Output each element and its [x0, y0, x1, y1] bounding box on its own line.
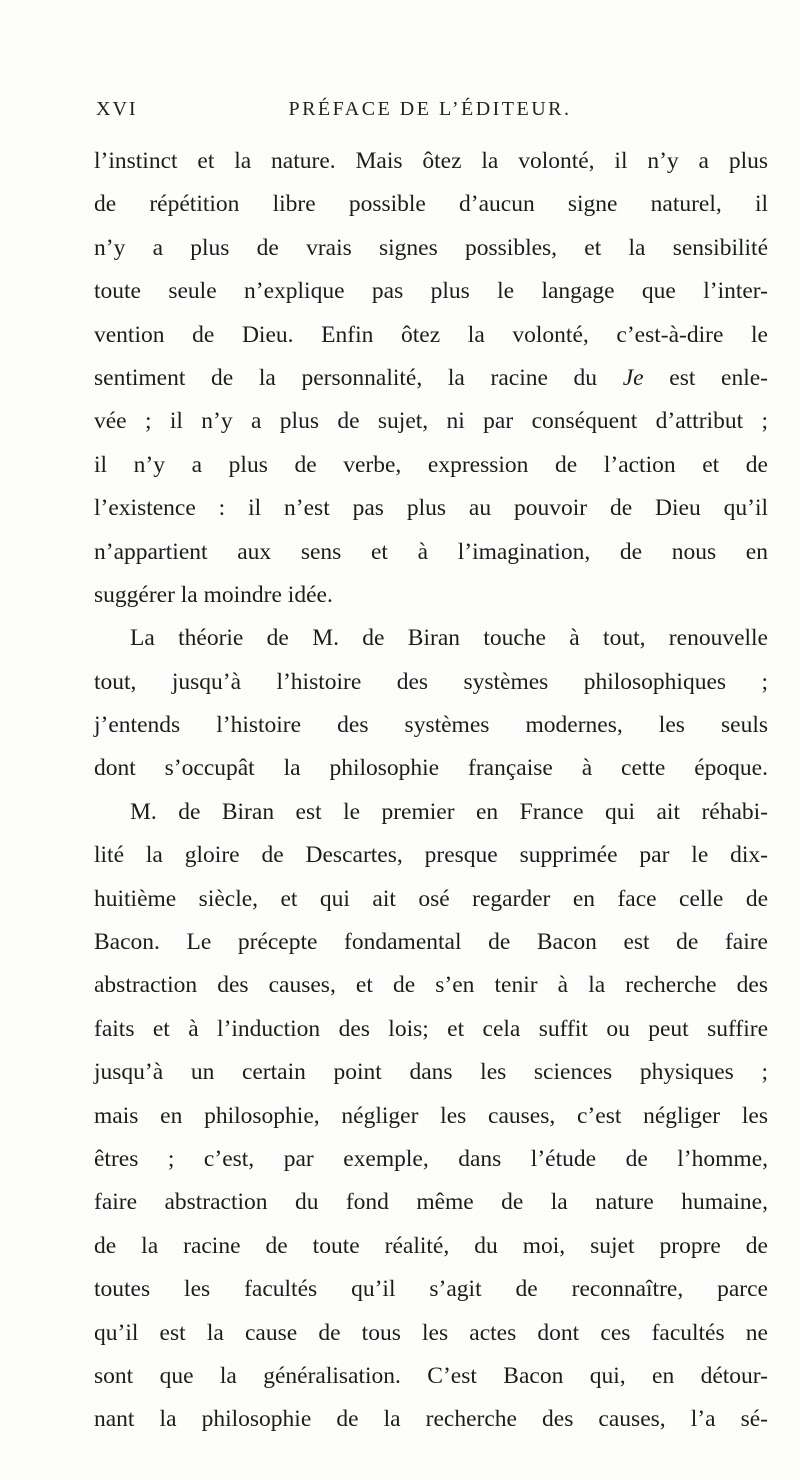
text-line: mais en philosophie, négliger les causes, c’est négliger les	[94, 1102, 768, 1129]
text-line: lité la gloire de Descartes, presque supprimée par le dix-	[94, 842, 768, 869]
text-line: l’instinct et la nature. Mais ôtez la volonté, il n’y a plus	[94, 148, 768, 174]
running-title: PRÉFACE DE L’ÉDITEUR.	[288, 98, 572, 120]
text-line: faire abstraction du fond même de la nature humaine,	[94, 1189, 768, 1216]
text-line: tout, jusqu’à l’histoire des systèmes philosophiques ;	[94, 668, 768, 695]
text-line: de la racine de toute réalité, du moi, sujet propre de	[94, 1232, 768, 1259]
text-line: suggérer la moindre idée.	[94, 581, 333, 608]
text-line: vention de Dieu. Enfin ôtez la volonté, c’est-à-dire le	[94, 321, 768, 348]
text-line: huitième siècle, et qui ait osé regarder en face celle de	[94, 885, 768, 912]
text-line: êtres ; c’est, par exemple, dans l’étude de l’homme,	[94, 1145, 768, 1172]
italic-word: Je	[622, 364, 644, 391]
text-line: qu’il est la cause de tous les actes dont ces facultés ne	[94, 1319, 768, 1346]
text-line: sentiment de la personnalité, la racine du Je est enle-	[94, 364, 769, 391]
text-line: Bacon. Le précepte fondamental de Bacon est de faire	[94, 929, 768, 956]
text-line: La théorie de M. de Biran touche à tout, renouvelle	[130, 625, 768, 652]
text-line: faits et à l’induction des lois; et cela suffit ou peut suffire	[94, 1015, 768, 1042]
text-line: toute seule n’explique pas plus le langage que l’inter-	[94, 278, 768, 305]
text-line: de répétition libre possible d’aucun signe naturel, il	[94, 191, 768, 218]
text-line: M. de Biran est le premier en France qui ait réhabi-	[130, 798, 768, 825]
text-line: n’y a plus de vrais signes possibles, et la sensibilité	[94, 234, 768, 261]
text-line: nant la philosophie de la recherche des causes, l’a sé-	[94, 1406, 768, 1433]
body-text	[94, 140, 768, 1442]
text-line: n’appartient aux sens et à l’imagination, de nous en	[94, 538, 768, 565]
text-line: dont s’occupât la philosophie française à cette époque.	[94, 755, 768, 782]
text-line: il n’y a plus de verbe, expression de l’action et de	[94, 451, 768, 478]
text-line: sont que la généralisation. C’est Bacon qui, en détour-	[94, 1362, 768, 1389]
page-number: XVI	[96, 98, 138, 120]
running-head	[96, 98, 764, 128]
text-line: j’entends l’histoire des systèmes modernes, les seuls	[94, 712, 768, 739]
text-line: l’existence : il n’est pas plus au pouvoir de Dieu qu’il	[94, 495, 768, 522]
text-line: jusqu’à un certain point dans les sciences physiques ;	[94, 1059, 768, 1086]
text-line: abstraction des causes, et de s’en tenir à la recherche des	[94, 972, 768, 999]
text-line: toutes les facultés qu’il s’agit de reconnaître, parce	[94, 1276, 768, 1303]
text-line: vée ; il n’y a plus de sujet, ni par conséquent d’attribut ;	[94, 408, 768, 435]
